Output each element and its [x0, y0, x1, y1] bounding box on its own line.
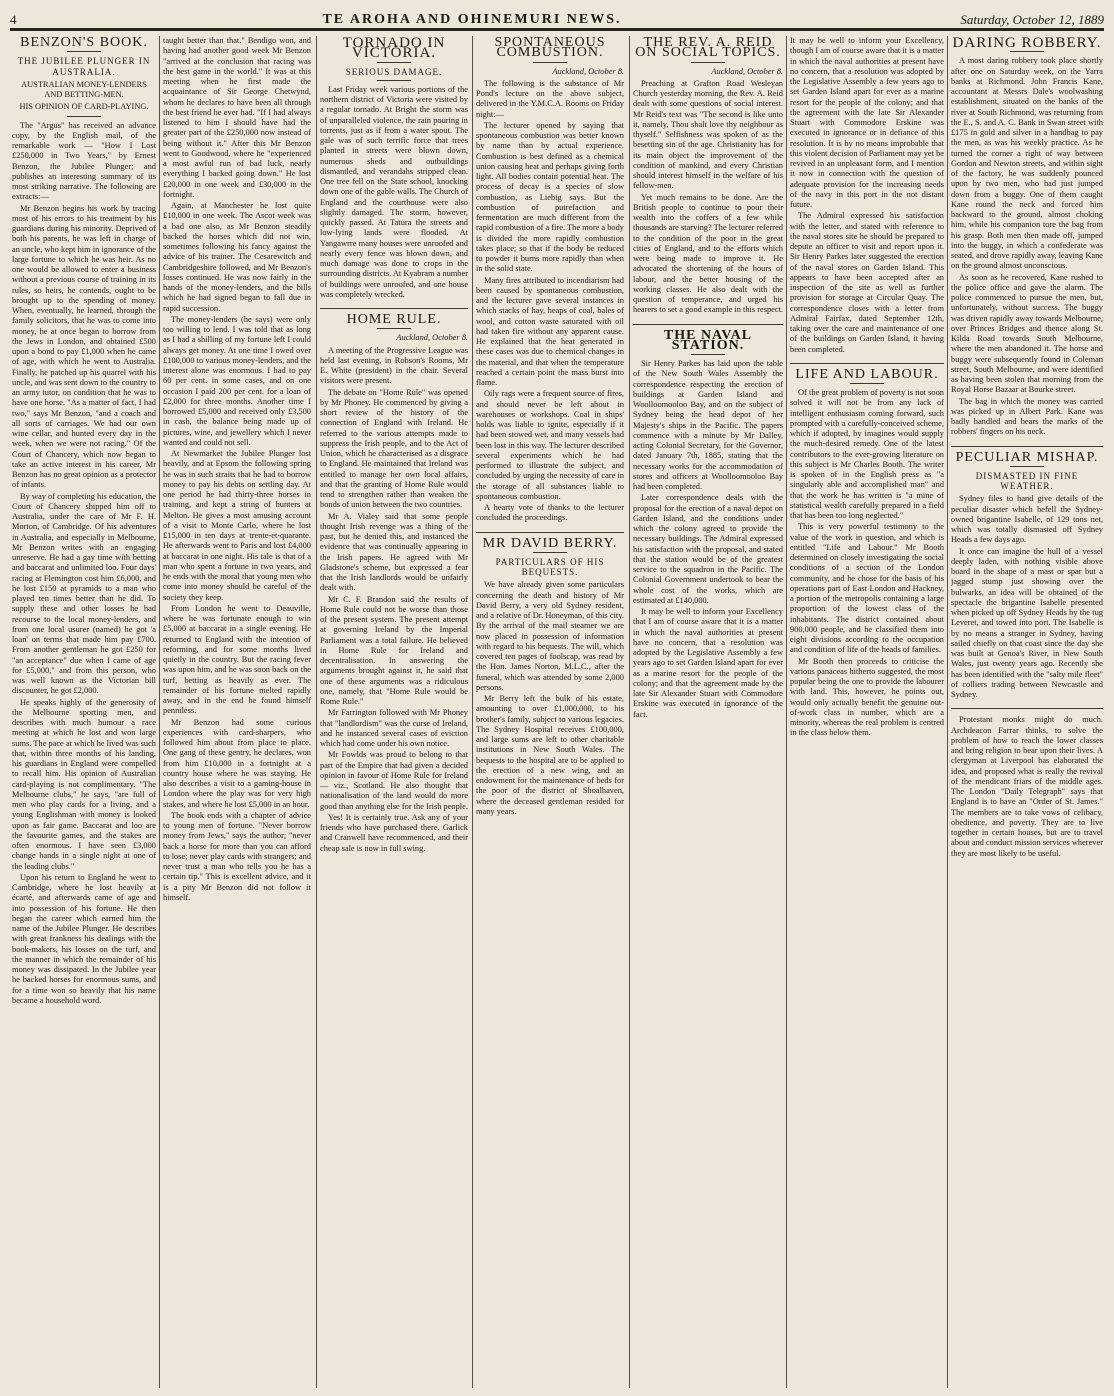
paragraph: A most daring robbery took place shortly after one on Saturday week, on the Yarra banks at Richmond. John Francis Kane, accountant at Messrs Dale's woolwashing establishment, situated on the banks of the river at South Richmond, was returning from the E., S. and A. C. Bank in Swan street with £175 in gold and silver in a handbag to pay the men, as was his weekly practice. As he turned the corner a right of way between Gordon and Newton streets, and within sight of the factory, he was suddenly pounced upon by two men, who had just jumped down from a buggy. One of them caught Kane round the neck and forced him backward to the ground, almost choking him, while his companion tore the bag from his grasp. Both men then made off, jumped into the buggy, in which a confederate was seated, and drove rapidly away, leaving Kane on the ground almost unconscious.: [951, 56, 1103, 271]
paragraph: Again, at Manchester he lost quite £10,000 in one week. The Ascot week was a bad one also, as Mr Benzon steadily backed the horses which did not win, sometimes following his fancy against the advice of his trainer. The Cesarewitch and Cambridgeshire followed, and Mr Benzon's losses continued. He was now fairly in the hands of the money-lenders, and the bills which he had signed began to fall due in rapid succession.: [163, 201, 311, 313]
article-separator: [951, 708, 1103, 709]
dateline: Auckland, October 8.: [711, 66, 783, 76]
paragraph: By way of completing his education, the Court of Chancery shipped him off to Australia, under the care of Mr F. H. Morton, of Cambridge. Of his adventures in Australia, and especially in Melbourne, Mr Benzon writes with an engaging unreserve. He had a gay time with betting and baccarat and unlimited loo. Four days' racing at Flemington cost him £6,000, and he lost £150 at pyramids to a man who played ten times better than he did. To supply these and other losses he had recourse to the local money-lenders, and from one local usurer (named) he got 'a loan' on terms that made him pay £700. From another gentleman he got £250 for "an acceptance" due when I came of age for £5,000," and from this person, who was well known as the Victorian bill discounter, he got £2,000.: [12, 491, 156, 696]
column-divider: [947, 36, 948, 1388]
article-separator: [476, 532, 624, 533]
paragraph: The "Argus" has received an advance copy, by the English mail, of the remarkable work — "How I Lost £250,000 in Two Years," by Ernest Benzon, the Jubilee Plunger; and publishes an interesting summary of its most striking narrative. The following are extracts:—: [12, 120, 156, 202]
column-divider: [629, 36, 630, 1388]
rule: [67, 51, 101, 52]
paragraph: It may be well to inform your Excellency that I am of course aware that it is a matter in which the naval authorities at present have no concern, that a resolution was adopted by the Legislative Assembly a few years ago to set Garden Island apart for ever as a marine resort for the people of the colony; and that the agreement made by the late Sir Alexander Stuart with Commodore Erskine was executed in ignorance of the fact.: [633, 607, 783, 719]
article-heading-peculiar-mishap: PECULIAR MISHAP.: [955, 449, 1099, 465]
column-divider: [472, 36, 473, 1388]
paragraph: Upon his return to England he went to Cambridge, where he lost heavily at écarté, and afterwards came of age and into possession of his fortune. He then began the career which earned him the name of the Jubilee Plunger. He describes with great frankness his dealings with the book-makers, his losses on the turf, and the manner in which the remainder of his money was dissipated. In the Jubilee year he backed horses for enormous sums, and for a time won so heavily that his name became a household word.: [12, 872, 156, 1005]
paragraph: Yes! It is certainly true. Ask any of your friends who have purchased there. Garlick and Cranwell have recommenced, and their cheap sale is now in full swing.: [320, 812, 468, 853]
paragraph: The money-lenders (he says) were only too willing to lend. I was told that as long as I had a shilling of my fortune left I could always get money. At one time I owed over £100,000 to various money-lenders, and the interest alone was enormous. I had to pay 60 per cent. in some cases, and on one occasion I paid 200 per cent. for a loan of £2,000 for three months. Another time I borrowed £5,000 and received only £3,500 in cash, the balance being made up of pictures, wine, and jewellery which I never wanted and could not sell.: [163, 314, 311, 447]
paragraph: The debate on "Home Rule" was opened by Mr Phoney. He commenced by giving a short review of the history of the connection of England with Ireland. He referred to the various attempts made to suppress the Irish people, and to the Act of Union, which he characterised as a disgrace to England. He maintained that Ireland was entitled to manage her own local affairs, and that the granting of Home Rule would tend to strengthen rather than weaken the bonds of union between the two countries.: [320, 387, 468, 510]
rule: [1010, 466, 1044, 467]
rule: [533, 552, 567, 553]
column-divider: [316, 36, 317, 1388]
rule: [533, 62, 567, 63]
paragraph: Mr Benzon begins his work by tracing most of his errors to his treatment by his guardians during his minority. Deprived of both his parents, he was left in charge of an uncle, who kept him in ignorance of the large fortune to which he was heir. As no one would be allowed to enter a business without a previous course of training in its rules, so heirs, he contends, ought to be brought up to the spending of money. When, eventually, he learned, through the family solicitors, that he was to come into money, he at once began to borrow from the Jews in London, and obtained £500 upon a bond to pay £1,000 when he came of age, with which he went to Australia. Finally, he patched up his quarrel with his uncle, and was sent down to the country to an army tutor, on condition that he was to have one horse. "As a matter of fact, I had two," says Mr Benzon, "and a coach and all sorts of carriages. We had our own wine cellar, and hunted every day in the week, when we were not racing." Of the Court of Chancery, which now began to take an active interest in his career, Mr Benzon has no great opinion as a protector of infants.: [12, 203, 156, 490]
page-number: 4: [10, 12, 17, 27]
rule: [377, 62, 411, 63]
paragraph: Mr Berry left the bulk of his estate, amounting to over £1,000,000, to his brother's family, subject to various legacies. The Sydney Hospital receives £100,000, and large sums are left to other charitable institutions in New South Wales. The bequests to the hospital are to be applied to the erection of a new wing, and an endowment for the maintenance of beds for the poor of the district of Shoalhaven, where the deceased gentleman resided for many years.: [476, 694, 624, 816]
paragraph: The book ends with a chapter of advice to young men of fortune. "Never borrow money from Jews," says the author; "never back a horse for more than you can afford to lose; never play cards with strangers; and never trust a man who tells you he has a certain tip." This is excellent advice, and it is a pity Mr Benzon did not follow it himself.: [163, 810, 311, 902]
paragraph: Many fires attributed to incendiarism had been caused by spontaneous combustion, and the lecturer gave several instances in which stacks of hay, heaps of coal, bales of wool, and cotton waste saturated with oil had taken fire without any apparent cause. He explained that the heat generated in these cases was due to chemical changes in the material, and that when the temperature reached a certain point the mass burst into flame.: [476, 275, 624, 387]
paragraph: The bag in which the money was carried was picked up in Albert Park. Kane was badly handled and bears the marks of the robbers' fingers on his neck.: [951, 396, 1103, 437]
rule: [377, 328, 411, 329]
paragraph: The Admiral expressed his satisfaction with the letter, and stated with reference to the naval stores site he should be prepared to depute an officer to visit and report upon it. Sir Henry Parkes later suggested the erection of the naval stores on Garden Island. This appears to have been accepted after an inspection of the site as well as further provision for storage at Circular Quay. The correspondence closes with a letter from Admiral Fairfax, dated September 12th, taking over the care and maintenance of one of the buildings on Garden Island, it having been completed.: [790, 211, 944, 354]
column-6: [790, 36, 944, 1388]
masthead-rule: [10, 30, 1104, 31]
article-heading-tornado: TORNADO IN VICTORIA.: [342, 36, 446, 62]
rule: [1010, 51, 1044, 52]
article-heading-naval-station: THE NAVAL STATION.: [663, 327, 753, 353]
article-separator: [951, 446, 1103, 447]
paragraph: Oily rags were a frequent source of fires, and should never be left about in warehouses or workshops. Coal in ships' holds was liable to ignite, especially if it had been stowed wet, and many vessels had been lost in this way. The lecturer described several experiments which he had performed to illustrate the subject, and concluded by urging the necessity of care in the storage of all substances liable to spontaneous combustion.: [476, 389, 624, 501]
paragraph: This is very powerful testimony to the value of the work in question, and which is entitled "Life and Labour." Mr Booth determined on closely investigating the social conditions of a section of the London community, and he chose for the basis of his operations part of East London and Hackney, a portion of the metropolis containing a large proportion of the lowest class of the inhabitants. The district contained about 900,000 people, and he classified them into eight divisions according to the occupation and condition of life of the heads of families.: [790, 522, 944, 655]
paragraph: Last Friday week various portions of the northern district of Victoria were visited by a regular tornado. At Bright the storm was of unparalleled violence, the rain pouring in torrents, just as if from a water spout. The gale was of such terrific force that trees planted in streets were blown down, numerous sheds and outbuildings dismantled, and verandahs stripped clean. One tree fell on the State school, knocking down one of the gable walls. The Church of England and the courthouse were also slightly damaged. The storm, however, quickly passed. At Tatura the streets and low-lying lands were flooded. At Yangawrre many houses were unroofed and nearly every fence was blown down, and much damage was done to crops in the surrounding districts. At Kyabram a number of buildings were unroofed, and one house was completely wrecked.: [320, 84, 468, 299]
rule: [377, 80, 411, 81]
paragraph: As soon as he recovered, Kane rushed to the police office and gave the alarm. The police commenced to pursue the men, but, unfortunately, without success. The buggy was driven rapidly away towards Melbourne, over Princes Bridges and thence along St. Kilda Road towards South Melbourne, where the men abandoned it. The horse and buggy were subsequently found in Coleman street, South Melbourne, and were identified as having been stolen that morning from the Royal Horse Bazaar at Bourke street.: [951, 272, 1103, 395]
paragraph: taught better than that." Bendigo won, and having had another good week Mr Benzon "arrived at the conclusion that racing was the best game in the world." It was at this meeting when he first made the acquaintance of Sir George Chetwynd, whom he declares to have been all through the best friend he ever had. "If I had always listened to him I should have had the greater part of the £250,000 now instead of being without it." After this Mr Benzon went to Goodwood, where he "experienced a most awful run of bad luck, nearly everything I backed going down." He lost £20,000 in one week and £30,000 in the fortnight.: [163, 36, 311, 199]
column-7: [951, 36, 1103, 1388]
article-subheading: SERIOUS DAMAGE.: [345, 66, 443, 77]
paragraph: Mr Farrington followed with Mr Phoney that "landlordism" was the curse of Ireland, and he instanced several cases of eviction which had come under his own notice.: [320, 708, 468, 748]
paragraph: Sydney files to hand give details of the peculiar disaster which befell the Sydney-owned brigantine Isabelle, of 129 tons net, which was totally dismasted off Sydney Heads a few days ago.: [951, 494, 1103, 545]
paragraph: Preaching at Grafton Road Wesleyan Church yesterday morning, the Rev. A. Reid dealt with some questions of social interest. Mr Reid's text was "The second is like unto it, namely, Thou shalt love thy neighbour as thyself." Selfishness was spoken of as the besetting sin of the age. Christianity has for its main object the improvement of the condition of mankind, and every Christian should interest himself in the welfare of his fellow-men.: [633, 78, 783, 191]
paragraph: Sir Henry Parkes has laid upon the table of the New South Wales Assembly the correspondence respecting the erection of buildings at Garden Island and Woolloomooloo Bay, and on the subject of Sydney being the head depot of her Majesty's ships in the Pacific. The papers commence with a minute by Mr Dalley, acting Colonial Secretary, for the Governor, dated January 7th, 1885, stating that the necessary works for the accommodation of stores and officers at Woolloomooloo Bay had been completed.: [633, 359, 783, 491]
article-heading-rev-reid: THE REV. A. REID ON SOCIAL TOPICS.: [635, 36, 781, 61]
column-5: [633, 36, 783, 1388]
column-2: [163, 36, 311, 1388]
column-divider: [786, 36, 787, 1388]
paragraph: Mr Fowlds was proud to belong to that part of the Empire that had given a decided opinion in favour of Home Rule for Ireland — viz., Scotland. He also thought that nationalisation of the land would do more good than anything else for the Irish people.: [320, 750, 468, 811]
paragraph: The lecturer opened by saying that spontaneous combustion was better known by name than by actual experience. Combustion is best defined as a chemical union causing heat and perhaps giving forth light. All bodies contain potential heat. The process of decay is a species of slow combustion, as Liebig says. But the combustion of putrefaction and fermentation are much different from the rapid combustion of a fire. The more a body is divided the more rapidly combustion takes place; so that if the body be reduced to powder it burns more rapidly than when in the solid state.: [476, 120, 624, 274]
article-heading-life-and-labour: LIFE AND LABOUR.: [795, 366, 939, 382]
paragraph: A hearty vote of thanks to the lecturer concluded the proceedings.: [476, 503, 624, 523]
paragraph: He speaks highly of the generosity of the Melbourne sporting men, and describes with much humour a race meeting at which he lost and won large sums. The pace at which he lived was such that, within three months of his landing, his guardians in England were compelled to recall him. His opinion of Australian card-playing is not complimentary. "The Melbourne clubs," he says, "are full of men who play cards for a living, and a young Englishman with money is looked upon as fair game. Baccarat and loo are the favourite games, and the stakes are often enormous. I have seen £3,000 change hands in a single night at one of the leading clubs.": [12, 697, 156, 871]
article-heading-daring-robbery: DARING ROBBERY.: [952, 36, 1102, 51]
paragraph: It once can imagine the hull of a vessel deeply laden, with nothing visible above board in the shape of a mast or spar but a jagged stump just showing over the bulwarks, an idea will be obtained of the spectacle the brigantine Isabelle presented when picked up off Sydney Heads by the tug Leveret, and towed into port. The Isabelle is by no means a stranger in Sydney, having sailed chiefly on that coast since the day she was built at Genoa's River, in New South Wales, just twenty years ago. Recently she has been identified with the "salty mile fleet" of colliers trading between Newcastle and Sydney.: [951, 546, 1103, 699]
article-subheading: DISMASTED IN FINE WEATHER.: [975, 470, 1079, 491]
paragraph: Later correspondence deals with the proposal for the erection of a naval depot on Garden Island, and the conditions under which the colony agreed to provide the necessary buildings. The Admiral expressed his satisfaction with the proposal, and stated that the station would be of the greatest service to the squadron in the Pacific. The Colonial Government undertook to bear the whole cost of the works, which are estimated at £140,000.: [633, 493, 783, 605]
article-subheading: AUSTRALIAN MONEY-LENDERS AND BETTING-MEN.: [21, 79, 147, 99]
column-4: [476, 36, 624, 1388]
article-separator: [790, 363, 944, 364]
paragraph: Mr Booth then proceeds to criticise the various panaceas hitherto suggested, the most popular being the one to provide the labourer with land. This, however, he points out, would only actually benefit the genuine out-of-work class in number, which are a minority, whereas the real problem is centred in the class below them.: [790, 656, 944, 738]
paragraph: Mr C. F. Brandon said the results of Home Rule could not be worse than those of the present system. The present attempt at governing Ireland by the Imperial Parliament was a total failure. He believed in Home Rule for Ireland and decentralisation. In answering the arguments brought against it, he said that one of these arguments was a ridiculous one, namely, that "Home Rule would be Rome Rule.": [320, 594, 468, 706]
article-separator: [633, 324, 783, 325]
article-heading-david-berry: MR DAVID BERRY.: [482, 535, 618, 551]
column-3: [320, 36, 468, 1388]
issue-date: Saturday, October 12, 1889: [960, 12, 1104, 27]
paragraph: From London he went to Deauville, where he was fortunate enough to win £5,000 at baccarat in a single evening. He returned to England with the intention of reforming, and for some months lived quietly in the country. But the racing fever was upon him, and he was soon back on the turf, betting as heavily as ever. The remainder of his fortune melted rapidly away, and in the end he found himself penniless.: [163, 603, 311, 716]
paragraph: We have already given some particulars concerning the death and history of Mr David Berry, a very old Sydney resident, and a relative of Dr. Honeyman, of this city. By the arrival of the mail steamer we are now placed in possession of information with regard to his bequests. The will, which covered ten pages of foolscap, was read by the Hon. James Norton, M.L.C., after the funeral, which was attended by some 2,000 persons.: [476, 580, 624, 692]
paragraph: The following is the substance of Mr Pond's lecture on the above subject, delivered in the Y.M.C.A. Rooms on Friday night:—: [476, 78, 624, 119]
article-subheading: HIS OPINION OF CARD-PLAYING.: [19, 102, 149, 112]
dateline: Auckland, October 8.: [396, 333, 468, 343]
rule: [691, 354, 725, 355]
paragraph: A meeting of the Progressive League was held last evening, in Robson's Rooms, Mr E. White (president) in the chair. Several visitors were present.: [320, 345, 468, 386]
paragraph: At Newmarket the Jubilee Plunger lost heavily, and at Epsom the following spring he was in such straits that he had to borrow money to pay his debts on settling day. At one period he had thirty-three horses in training, and kept a string of hunters at Melton. He gives a most amusing account of a visit to Monte Carlo, where he lost £15,000 in ten days at trente-et-quarante. He afterwards went to Paris and lost £4,000 at baccarat in one night. His tale is that of a man who spent a fortune in two years, and he ends with the moral that young men who come into money should be careful of the society they keep.: [163, 449, 311, 602]
rule: [850, 383, 884, 384]
dateline: Auckland, October 8.: [552, 66, 624, 76]
article-heading-benzon: BENZON'S BOOK.: [20, 36, 148, 50]
paragraph: Protestant monks might do much. Archdeacon Farrar thinks, to solve the problem of how to reach the lower classes and bring religion to bear upon their lives. A clergyman at Liverpool has elaborated the idea, and proposed what is really the revival of the mendicant friars of the middle ages. The London "Daily Telegraph" says that England is to have an "Order of St. James." The members are to take vows of celibacy, obedience, and poverty. They are to live together in certain houses, but are to travel about and conduct mission services wherever they are most likely to be useful.: [951, 715, 1103, 858]
article-subheading: THE JUBILEE PLUNGER IN AUSTRALIA.: [17, 56, 151, 77]
paragraph: Mr Benzon had some curious experiences with card-sharpers, who followed him about from place to place. One gang of these gentry, he declares, won from him £10,000 in a fortnight at a country house where he was staying. He also describes a visit to a gaming-house in London where the play was for very high stakes, and where he lost £5,000 in an hour.: [163, 717, 311, 809]
column-1: [12, 36, 156, 1388]
newspaper-title: TE AROHA AND OHINEMURI NEWS.: [322, 12, 622, 27]
article-heading-home-rule: HOME RULE.: [346, 312, 442, 327]
rule: [691, 62, 725, 63]
paragraph: Of the great problem of poverty is not soon solved it will not be from any lack of intelligent enthusiasm coming forward, such prompted with a carefully-conceived scheme, which if adopted, by imagines would supply the much-desired remedy. One of the latest contributors to the ever-growing literature on this subject is Mr Charles Booth. The writer is spoken of in the English press as "a singularly able and accomplished man" and that the work he has written is "a mine of statistical wealth carefully prepared in a field that has been too long neglected.": [790, 388, 944, 520]
article-heading-combustion: SPONTANEOUS COMBUSTION.: [494, 36, 606, 61]
paragraph: Yet much remains to be done. Are the British people to continue to pour their wealth into the coffers of a few while thousands are starving? The lecturer referred to the condition of the poor in the great cities of England, and to the efforts which were being made to improve it. He advocated the shortening of the hours of labour, and the better housing of the working classes. He also dealt with the question of temperance, and urged his hearers to set a good example in this respect.: [633, 192, 783, 315]
masthead: [10, 2, 1104, 30]
paragraph: It may be well to inform your Excellency, though I am of course aware that it is a matter in which the naval authorities at present have no concern, that a resolution was adopted by the Legislative Assembly a few years ago to set Garden Island apart for ever as a marine resort for the people of the colony; and that the agreement with the late Sir Alexander Stuart with Commodore Erskine was executed in ignorance or in defiance of this resolution. It is by no means improbable that this violent decision of Parliament may yet be revived in an unpleasant form, and I mention it now in connection with the question of adequate provision for the increasing needs of the navy in this port in the not distant future.: [790, 36, 944, 209]
paragraph: Mr A. Vialey said that some people thought Irish revenge was a thing of the past, but he denied this, and instanced the evidence that was continually appearing in the Irish papers. He agreed with Mr Gladstone's scheme, but expressed a fear that the Irish landlords would be unfairly dealt with.: [320, 511, 468, 593]
article-separator: [320, 308, 468, 309]
article-subheading: PARTICULARS OF HIS BEQUESTS.: [495, 556, 605, 577]
column-divider: [159, 36, 160, 1388]
rule: [67, 116, 101, 117]
